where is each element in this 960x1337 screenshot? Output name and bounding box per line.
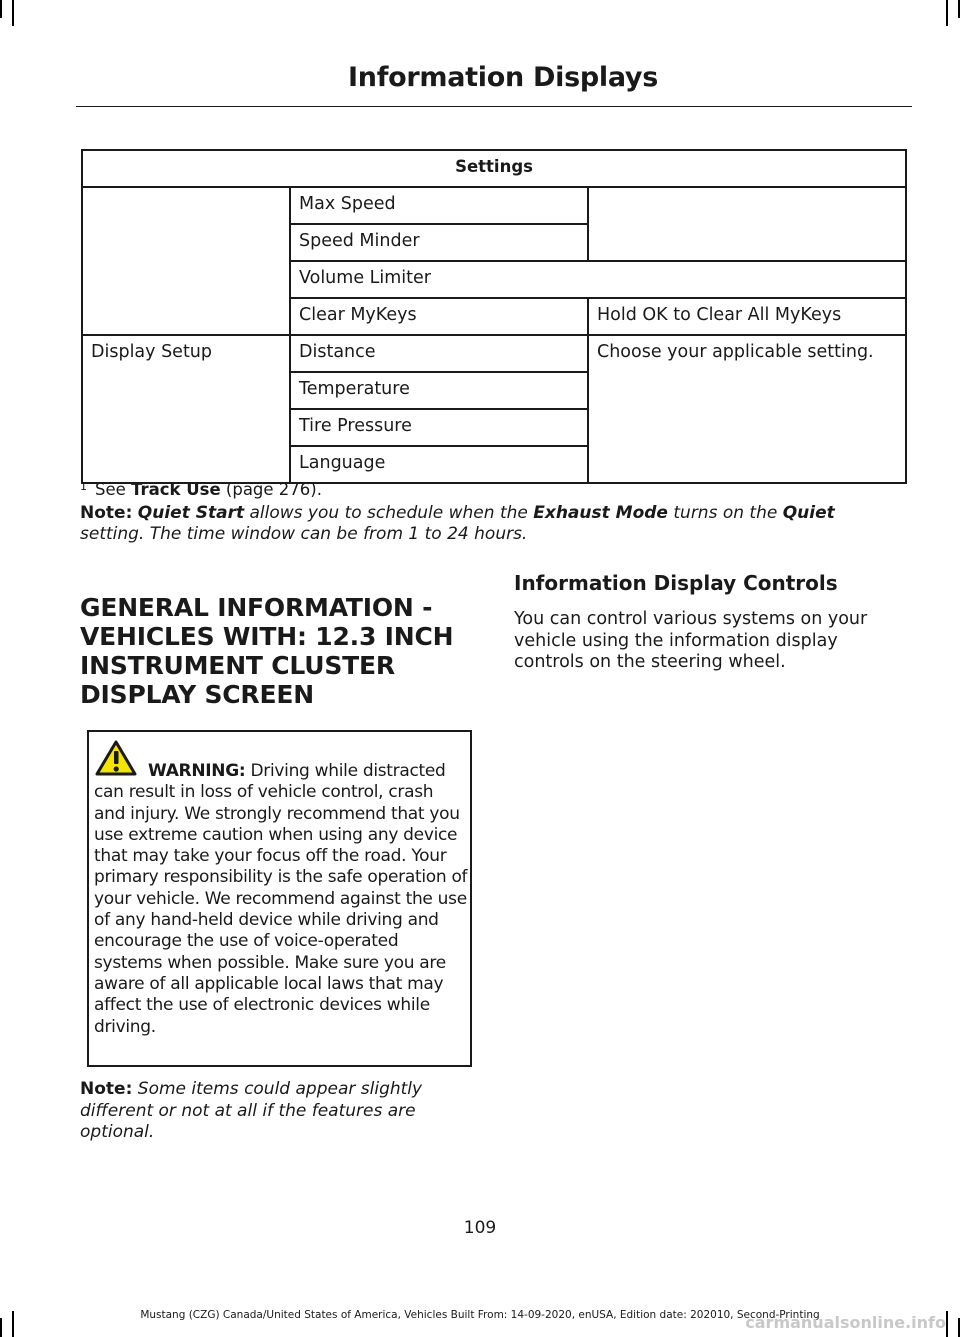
footnote-link[interactable]: Track Use [131,480,221,499]
controls-body: You can control various systems on your vehicle using the information display controls on the steering wheel. [514,609,868,672]
footer-text: Mustang (CZG) Canada/United States of America, Vehicles Built From: 14-09-2020, enUSA, Edition date: 202010, Second-Printing [140,1309,820,1321]
table-cell: Display Setup [82,335,290,483]
section-heading: GENERAL INFORMATION - VEHICLES WITH: 12.3 INCH INSTRUMENT CLUSTER DISPLAY SCREEN [80,593,454,709]
footnote [80,480,322,499]
table-cell [588,187,906,261]
table-cell: Tire Pressure [290,409,588,446]
note-term: Quiet Start [137,503,245,523]
table-cell: Clear MyKeys [290,298,588,335]
note-term: Exhaust Mode [533,503,668,523]
page-title: Information Displays [348,62,658,93]
title-divider [76,106,912,107]
watermark: carmanualsonline.info [745,1313,946,1332]
warning-text [94,761,468,1038]
table-cell: Choose your applicable setting. [588,335,906,483]
footnote-suffix: (page 276). [225,480,322,499]
footnote-marker: 1 [80,480,87,493]
page-number: 109 [463,1218,497,1238]
table-cell: Speed Minder [290,224,588,261]
table-cell: Hold OK to Clear All MyKeys [588,298,906,335]
table-cell [82,187,290,335]
crop-mark [12,0,14,26]
note-label: Note: [80,503,133,523]
optional-features-note [80,1079,465,1144]
note-term: Quiet [782,503,835,523]
table-header-row [82,150,906,187]
note-text: turns on the [673,503,778,523]
settings-table [81,149,907,484]
crop-mark [946,0,948,26]
note-label: Note: [80,1079,133,1099]
warning-body: Driving while distracted can result in loss of vehicle control, crash and injury. We strongly recommend that you use extreme caution when using any device that may take your focus off the road. Your primary responsibility is the safe operation of your vehicle. We recommend against the use of any hand-held device while driving and encourage the use of voice-operated systems when possible. Make sure you are aware of all applicable local laws that may affect the use of electronic devices while driving. [94,761,468,1037]
table-cell: Language [290,446,588,483]
crop-mark [0,0,2,18]
footnote-prefix: See [95,480,126,499]
table-cell: Distance [290,335,588,372]
table-row [82,187,906,224]
note-text: setting. The time window can be from 1 to 24 hours. [80,524,528,544]
table-cell: Temperature [290,372,588,409]
table-heading: Settings [82,150,906,187]
table-row [82,335,906,372]
warning-box [87,730,472,1067]
table-cell: Volume Limiter [290,261,906,298]
controls-heading: Information Display Controls [514,571,838,595]
quiet-start-note [80,503,900,545]
warning-label: WARNING: [148,761,246,781]
note-text: Some items could appear slightly different or not at all if the features are optional. [80,1079,423,1142]
note-text: allows you to schedule when the [249,503,528,523]
table-cell: Max Speed [290,187,588,224]
